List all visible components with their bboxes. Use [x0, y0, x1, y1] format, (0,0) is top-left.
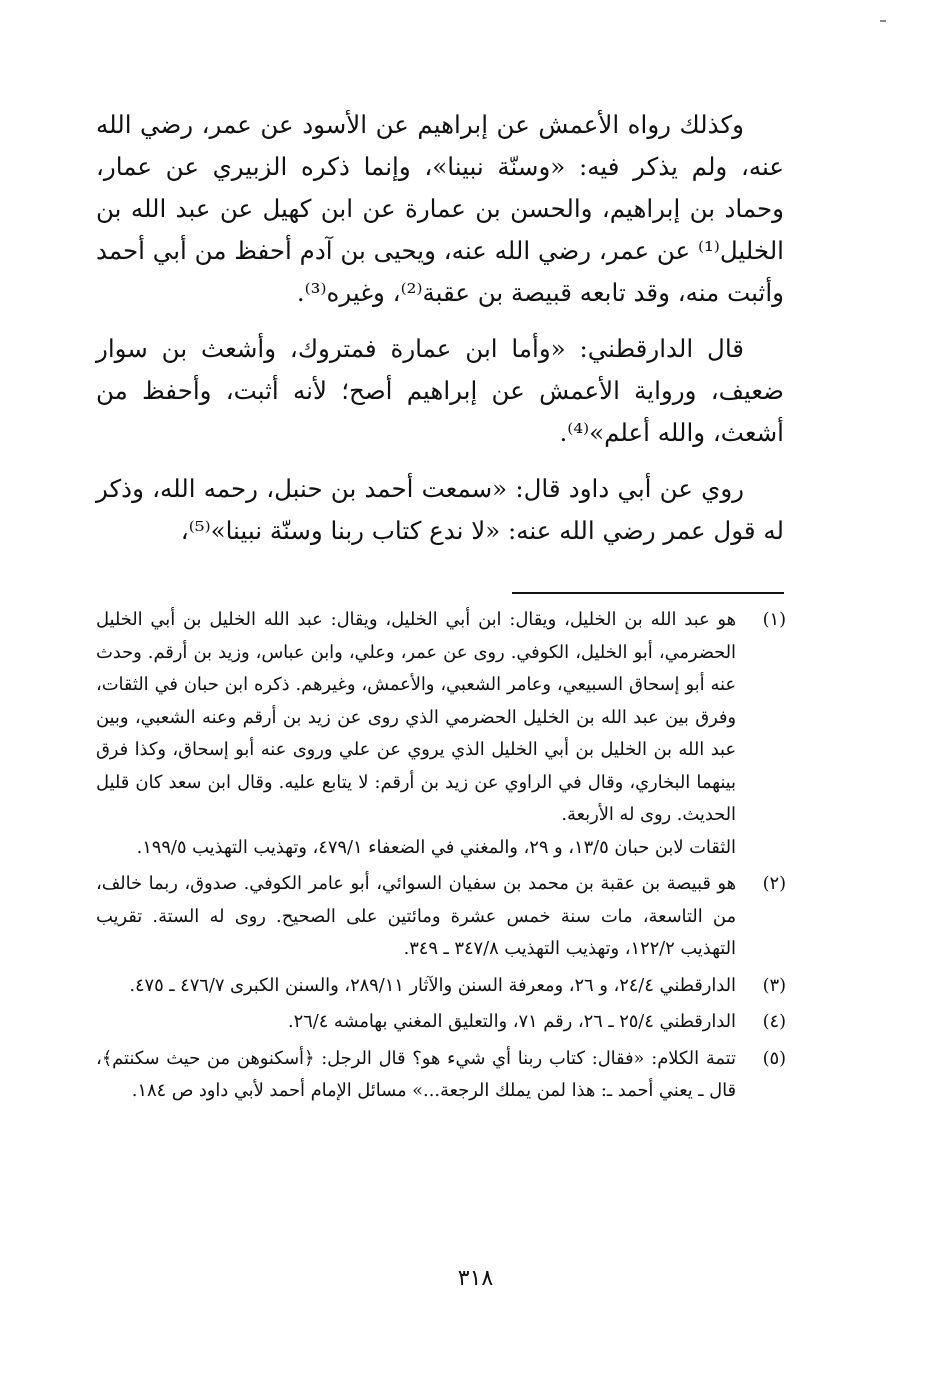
- paragraph-1: وكذلك رواه الأعمش عن إبراهيم عن الأسود عن عمر، رضي الله عنه، ولم يذكر فيه: «وسنّة نبينا»، وإنما ذكره الزبيري عن عمار، وحماد بن إبراهيم، والحسن بن عمارة عن ابن كهيل عن عبد الله بن الخليل⁽¹⁾ عن عمر، رضي الله عنه، ويحيى بن آدم أحفظ من أبي أحمد وأثبت منه، وقد تابعه قبيصة بن عقبة⁽²⁾، وغيره⁽³⁾.: [96, 110, 784, 307]
- footnote-body: [96, 604, 736, 864]
- footnote-3: [96, 970, 786, 1003]
- footnote-2: [96, 868, 786, 966]
- footnote-sources: الثقات لابن حبان ١٣/٥، و ٢٩، والمغني في الضعفاء ٤٧٩/١، وتهذيب التهذيب ١٩٩/٥.: [136, 836, 736, 858]
- footnote-text: الدارقطني ٢٤/٤، و ٢٦، ومعرفة السنن والآثار ٢٨٩/١١، والسنن الكبرى ٤٧٦/٧ ـ ٤٧٥.: [129, 974, 736, 996]
- footnote-text: هو عبد الله بن الخليل، ويقال: ابن أبي الخليل، ويقال: عبد الله الخليل بن أبي الخليل الحضرمي، أبو الخليل، الكوفي. روى عن عمر، وعلي، وابن عباس، وزيد بن أرقم. وحدث عنه أبو إسحاق السبيعي، وعامر الشعبي، والأعمش، وغيرهم. ذكره ابن حبان في الثقات، وفرق بين عبد الله بن الخليل الحضرمي الذي روى عن زيد بن أرقم وعنه الشعبي، وبين عبد الله بن الخليل بن أبي الخليل الذي يروي عن علي وروى عنه أبو إسحاق، وكذا فرق بينهما البخاري، وقال في الراوي عن زيد بن أرقم: لا يتابع عليه. وقال ابن سعد كان قليل الحديث. روى له الأربعة.: [96, 609, 736, 825]
- footnote-number: (٢): [762, 873, 786, 894]
- footnote-number: (٣): [762, 974, 786, 996]
- footnote-body: [96, 1043, 736, 1108]
- footnote-text: هو قبيصة بن عقبة بن محمد بن سفيان السوائي، أبو عامر الكوفي. صدوق، ربما خالف، من التاسعة، مات سنة خمس عشرة ومائتين على الصحيح. روى له الستة. تقريب التهذيب ١٢٢/٢، وتهذيب التهذيب ٣٤٧/٨ ـ ٣٤٩.: [96, 873, 736, 959]
- footnote-number: (٥): [762, 1047, 786, 1069]
- footnote-text: تتمة الكلام: «فقال: كتاب ربنا أي شيء هو؟ قال الرجل: ﴿أسكنوهن من حيث سكنتم﴾، قال ـ يعني أحمد ـ: هذا لمن يملك الرجعة...» مسائل الإمام أحمد لأبي داود ص ١٨٤.: [96, 1047, 736, 1101]
- scan-mark: [880, 20, 886, 22]
- footnote-number: (٤): [762, 1011, 786, 1032]
- footnote-1: [96, 604, 786, 864]
- footnote-separator: [512, 592, 784, 594]
- main-text: [96, 104, 784, 552]
- paragraph-3: روي عن أبي داود قال: «سمعت أحمد بن حنبل، رحمه الله، وذكر له قول عمر رضي الله عنه: «لا ندع كتاب ربنا وسنّة نبينا»⁽⁵⁾،: [96, 474, 784, 545]
- footnote-4: [96, 1006, 786, 1039]
- footnote-number: (١): [762, 609, 786, 630]
- footnote-body: [96, 970, 736, 1003]
- paragraph-2: قال الدارقطني: «وأما ابن عمارة فمتروك، وأشعث بن سوار ضعيف، ورواية الأعمش عن إبراهيم أصح؛ لأنه أثبت، وأحفظ من أشعث، والله أعلم»⁽⁴⁾.: [96, 334, 784, 447]
- footnote-body: [96, 868, 736, 966]
- footnote-5: [96, 1043, 786, 1108]
- footnote-text: الدارقطني ٢٥/٤ ـ ٢٦، رقم ٧١، والتعليق المغني بهامشه ٢٦/٤.: [287, 1011, 736, 1032]
- footnotes: [96, 604, 786, 1112]
- page-number: ٣١٨: [457, 1266, 494, 1291]
- footnote-body: [96, 1006, 736, 1039]
